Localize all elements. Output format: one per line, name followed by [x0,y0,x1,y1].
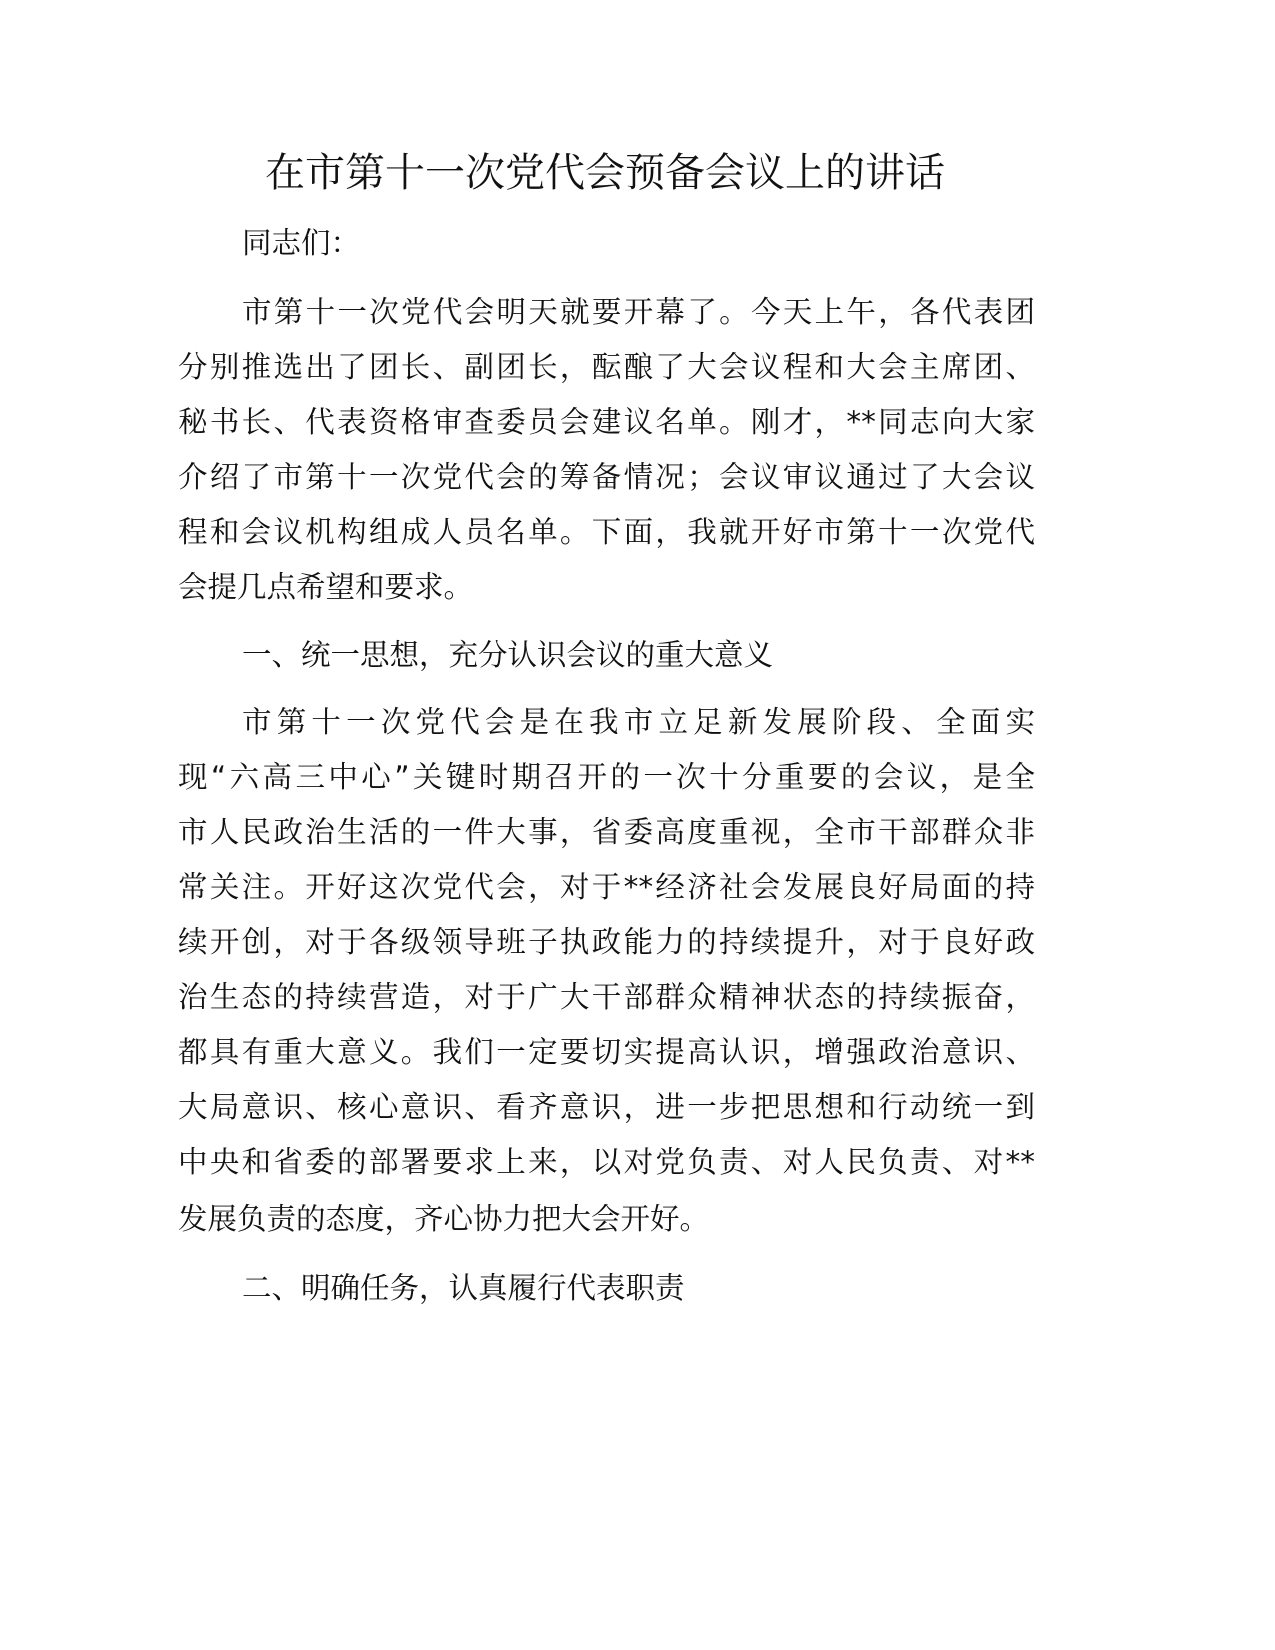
paragraph-2-line: 常关注。开好这次党代会，对于**经济社会发展良好局面的持 [178,870,1035,904]
paragraph-1-line: 市第十一次党代会明天就要开幕了。今天上午，各代表团 [242,295,1035,329]
paragraph-2-line: 现“六高三中心”关键时期召开的一次十分重要的会议，是全 [178,760,1035,794]
section-heading-2: 二、明确任务，认真履行代表职责 [242,1271,685,1305]
paragraph-1-line: 介绍了市第十一次党代会的筹备情况；会议审议通过了大会议 [178,460,1035,494]
paragraph-2-line: 市第十一次党代会是在我市立足新发展阶段、全面实 [242,705,1035,739]
paragraph-1-line: 秘书长、代表资格审查委员会建议名单。刚才，**同志向大家 [178,405,1035,439]
paragraph-2-line: 都具有重大意义。我们一定要切实提高认识，增强政治意识、 [178,1035,1035,1069]
paragraph-2-line: 续开创，对于各级领导班子执政能力的持续提升，对于良好政 [178,925,1035,959]
paragraph-1-line: 程和会议机构组成人员名单。下面，我就开好市第十一次党代 [178,515,1035,549]
document-title: 在市第十一次党代会预备会议上的讲话 [265,150,945,196]
paragraph-2-line: 治生态的持续营造，对于广大干部群众精神状态的持续振奋， [178,980,1035,1014]
paragraph-2-line: 大局意识、核心意识、看齐意识，进一步把思想和行动统一到 [178,1090,1035,1124]
salutation: 同志们： [242,226,361,260]
paragraph-2-line: 中央和省委的部署要求上来，以对党负责、对人民负责、对** [178,1145,1035,1179]
paragraph-2-line: 发展负责的态度，齐心协力把大会开好。 [178,1202,710,1236]
section-heading-1: 一、统一思想，充分认识会议的重大意义 [242,638,774,672]
paragraph-1-line: 会提几点希望和要求。 [178,570,474,604]
paragraph-1-line: 分别推选出了团长、副团长，酝酿了大会议程和大会主席团、 [178,350,1035,384]
paragraph-2-line: 市人民政治生活的一件大事，省委高度重视，全市干部群众非 [178,815,1035,849]
